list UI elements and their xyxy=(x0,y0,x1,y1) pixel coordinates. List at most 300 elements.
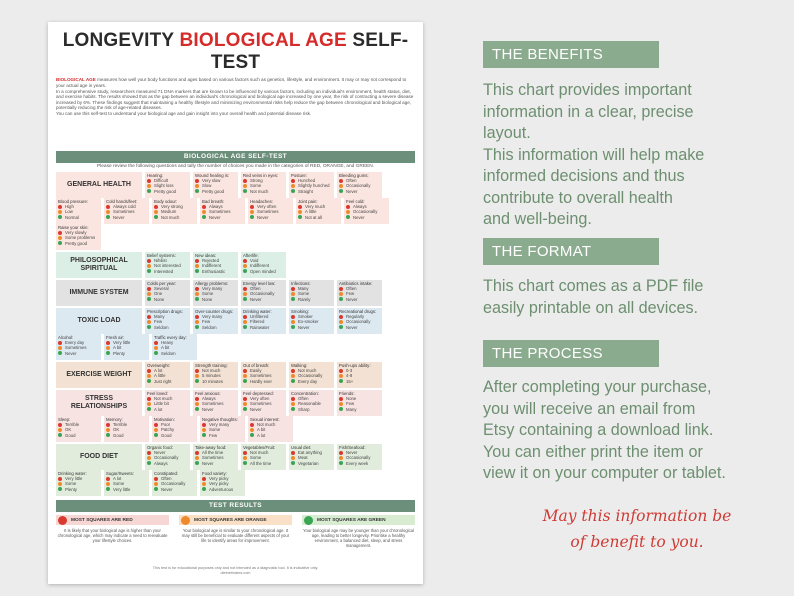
answer-label: Very many xyxy=(202,286,223,292)
answer-label: Some xyxy=(209,427,221,433)
question-label: Constipated: xyxy=(154,471,179,476)
answer-label: Occasionally xyxy=(161,481,186,487)
answer-label: A little xyxy=(154,373,166,379)
closing-line: May this information be xyxy=(542,507,732,525)
answer-label: Always xyxy=(202,396,216,402)
answer-label: Some xyxy=(113,481,125,487)
question-cell xyxy=(200,198,245,224)
answer-label: Smoker xyxy=(298,314,313,320)
green-dot-icon xyxy=(291,297,295,301)
answer-option xyxy=(106,351,148,356)
answer-label: Never xyxy=(257,214,269,220)
orange-dot-icon xyxy=(195,320,199,324)
answer-option xyxy=(291,325,333,330)
instructions: Please review the following questions and tally the number of choices you made in the categories of RED, ORANGE, and GREEN. xyxy=(96,164,375,169)
question-cell xyxy=(241,362,286,388)
question-label: Prescription drugs: xyxy=(147,309,183,314)
answer-option xyxy=(154,487,196,492)
question-label: Motivation: xyxy=(154,417,175,422)
benefits-line: This chart provides important xyxy=(483,81,692,99)
question-cell xyxy=(241,252,286,278)
answer-option xyxy=(243,297,285,302)
red-dot-icon xyxy=(195,179,199,183)
answer-label: Always cold xyxy=(113,204,136,210)
section-title: IMMUNE SYSTEM xyxy=(56,280,142,306)
question-label: Blood pressure: xyxy=(58,199,89,204)
answer-option xyxy=(106,215,148,220)
answer-label: Medium xyxy=(161,209,177,215)
answer-option xyxy=(346,215,388,220)
answer-label: Never xyxy=(161,486,173,492)
answer-label: Very slow xyxy=(202,178,221,184)
answer-label: Pretty good xyxy=(154,188,176,194)
answer-label: Not much xyxy=(154,396,173,402)
answer-option xyxy=(195,407,237,412)
question-cell xyxy=(241,444,286,470)
answer-label: Sometimes xyxy=(250,373,272,379)
answer-label: Ex-smoker xyxy=(298,319,319,325)
question-label: Walking: xyxy=(291,363,308,368)
answer-label: Very slowly xyxy=(65,230,87,236)
question-label: Wound healing is: xyxy=(195,173,230,178)
answer-option xyxy=(250,433,292,438)
answer-label: Very picky xyxy=(209,476,229,482)
test-sheet xyxy=(48,22,423,584)
red-dot-icon xyxy=(250,205,254,209)
orange-dot-icon xyxy=(195,184,199,188)
orange-dot-icon xyxy=(147,402,151,406)
answer-label: Rainwater xyxy=(250,324,270,330)
intro-lead: BIOLOGICAL AGE xyxy=(56,77,96,82)
question-cell xyxy=(296,198,341,224)
answer-label: Good xyxy=(161,432,172,438)
answer-label: Some xyxy=(298,291,310,297)
question-label: Cold hands/feet: xyxy=(106,199,138,204)
answer-label: Indifferent xyxy=(202,263,222,269)
red-dot-icon xyxy=(147,451,151,455)
green-dot-icon xyxy=(195,269,199,273)
question-label: Strength training: xyxy=(195,363,228,368)
question-cell xyxy=(104,198,149,224)
intro-1: measures how well your body functions and ages based on various factors such as genetics, lifestyle, and environment. It may or may not correspond to your actual age in years. xyxy=(56,77,407,88)
answer-label: Some xyxy=(250,455,262,461)
answer-option xyxy=(154,433,196,438)
red-dot-icon xyxy=(154,205,158,209)
question-label: Antibiotics intake: xyxy=(339,281,373,286)
answer-label: Never xyxy=(113,214,125,220)
answer-label: Hunched xyxy=(298,178,316,184)
answer-label: Always xyxy=(154,460,168,466)
section-title: FOOD DIET xyxy=(56,444,142,470)
result-green xyxy=(302,515,415,548)
question-label: Feel anxious: xyxy=(195,391,221,396)
green-dot-icon xyxy=(339,189,343,193)
green-dot-icon xyxy=(195,189,199,193)
red-dot-icon xyxy=(58,231,62,235)
green-dot-icon xyxy=(291,325,295,329)
orange-dot-icon xyxy=(106,346,110,350)
question-cell xyxy=(193,390,238,416)
orange-dot-icon xyxy=(339,184,343,188)
question-label: Infections: xyxy=(291,281,311,286)
footer-site: dietnetinders.com xyxy=(220,571,251,575)
question-label: Out of breath: xyxy=(243,363,270,368)
red-dot-icon xyxy=(154,477,158,481)
orange-dot-icon xyxy=(291,374,295,378)
green-dot-icon xyxy=(339,461,343,465)
footer-disclaimer: This test is for educational purposes only and not intended as a diagnostic tool. It is indicative only. xyxy=(152,566,319,570)
answer-label: Not much xyxy=(161,214,180,220)
red-dot-icon xyxy=(243,315,247,319)
answer-label: Often xyxy=(250,286,261,292)
question-label: Sleep: xyxy=(58,417,71,422)
answer-label: Patchy xyxy=(161,427,175,433)
section-title: TOXIC LOAD xyxy=(56,308,142,334)
green-dot-icon xyxy=(147,325,151,329)
question-cell xyxy=(200,416,245,442)
process-line: Etsy containing a download link. xyxy=(483,421,714,439)
question-cell xyxy=(337,308,382,334)
question-cell xyxy=(289,280,334,306)
results-section xyxy=(56,500,415,548)
answer-label: Sharp xyxy=(298,406,310,412)
green-dot-icon xyxy=(298,215,302,219)
red-dot-icon xyxy=(195,315,199,319)
title-part-1: LONGEVITY xyxy=(62,30,180,51)
question-label: Energy level low: xyxy=(243,281,276,286)
answer-label: Often xyxy=(346,178,357,184)
result-orange-text: Your biological age is similar to your chronological age. It may still be beneficial to evaluate different aspects of your life to identify areas for improvement. xyxy=(181,528,290,543)
answer-label: None xyxy=(346,396,357,402)
answer-label: Plenty xyxy=(65,486,77,492)
answer-label: Occasionally xyxy=(154,455,179,461)
answer-option xyxy=(291,379,333,384)
answer-label: Seldom xyxy=(161,350,176,356)
answer-option xyxy=(291,407,333,412)
question-label: Belief systems: xyxy=(147,253,176,258)
green-dot-icon xyxy=(106,215,110,219)
answer-label: Interested xyxy=(154,268,174,274)
answer-label: Plenty xyxy=(113,350,125,356)
question-cell xyxy=(289,444,334,470)
benefits-line: contribute to overall health xyxy=(483,188,673,207)
question-cell xyxy=(145,308,190,334)
process-line: you will receive an email from xyxy=(483,399,696,418)
red-dot-icon xyxy=(195,369,199,373)
benefits-text xyxy=(483,80,783,231)
answer-option xyxy=(202,487,244,492)
answer-label: Occasionally xyxy=(346,455,371,461)
answer-label: Every day xyxy=(298,378,318,384)
green-dot-icon xyxy=(147,379,151,383)
answer-label: Occasionally xyxy=(250,291,275,297)
answer-label: Sometimes xyxy=(65,345,87,351)
question-cell xyxy=(241,172,286,198)
answer-option xyxy=(106,433,148,438)
red-dot-icon xyxy=(106,477,110,481)
answer-option xyxy=(339,189,381,194)
red-dot-icon xyxy=(195,451,199,455)
green-dot-icon xyxy=(291,461,295,465)
answer-label: A little xyxy=(305,209,317,215)
orange-dot-icon xyxy=(346,210,350,214)
green-dot-icon xyxy=(243,297,247,301)
answer-label: Straight xyxy=(298,188,313,194)
section-toxic-load xyxy=(56,308,415,360)
answer-option xyxy=(195,325,237,330)
green-dot-icon xyxy=(339,407,343,411)
answer-label: Very often xyxy=(257,204,277,210)
section-philosophical-spiritual xyxy=(56,252,415,278)
green-dot-icon xyxy=(106,351,110,355)
question-cell xyxy=(248,198,293,224)
answer-option xyxy=(147,461,189,466)
question-label: Negative thoughts: xyxy=(202,417,238,422)
section-exercise-weight xyxy=(56,362,415,388)
answer-label: A bit xyxy=(161,345,170,351)
answer-label: Not at all xyxy=(305,214,322,220)
answer-label: Regularly xyxy=(346,314,365,320)
green-dot-icon xyxy=(243,189,247,193)
answer-label: 10 minutes xyxy=(202,378,224,384)
answer-option xyxy=(243,461,285,466)
orange-dot-icon xyxy=(195,292,199,296)
answer-label: Always xyxy=(353,204,367,210)
question-cell xyxy=(344,198,389,224)
question-label: Drinking water: xyxy=(243,309,272,314)
question-cell xyxy=(200,470,245,496)
answer-option xyxy=(147,325,189,330)
green-dot-icon xyxy=(154,487,158,491)
orange-dot-icon xyxy=(243,264,247,268)
orange-dot-icon xyxy=(154,346,158,350)
answer-label: Just right xyxy=(154,378,172,384)
green-dot-icon xyxy=(243,379,247,383)
green-dot-icon xyxy=(339,297,343,301)
answer-label: Good xyxy=(113,432,124,438)
answer-label: Meat xyxy=(298,455,308,461)
answer-label: Eat anything xyxy=(298,450,322,456)
intro-text xyxy=(56,77,415,149)
question-label: New ideas: xyxy=(195,253,217,258)
orange-dot-icon xyxy=(195,402,199,406)
answer-label: Some xyxy=(65,481,77,487)
question-cell xyxy=(145,252,190,278)
answer-label: Few xyxy=(346,291,355,297)
orange-dot-icon xyxy=(291,292,295,296)
question-cell xyxy=(289,390,334,416)
question-label: Allergy problems: xyxy=(195,281,229,286)
process-line: view it on your computer or tablet. xyxy=(483,464,726,482)
red-dot-icon xyxy=(291,397,295,401)
answer-label: Many xyxy=(298,286,309,292)
orange-dot-icon xyxy=(106,210,110,214)
question-cell xyxy=(337,444,382,470)
answer-option xyxy=(58,487,100,492)
orange-dot-icon xyxy=(291,456,295,460)
green-dot-icon xyxy=(202,487,206,491)
question-sections xyxy=(56,172,415,496)
question-label: Afterlife: xyxy=(243,253,259,258)
answer-label: Very strong xyxy=(161,204,183,210)
red-dot-icon xyxy=(147,259,151,263)
closing-message xyxy=(487,503,787,555)
green-dot-icon xyxy=(147,407,151,411)
green-dot-icon xyxy=(339,379,343,383)
green-dot-icon xyxy=(243,407,247,411)
question-cell xyxy=(289,362,334,388)
red-circle-icon xyxy=(58,516,67,525)
answer-option xyxy=(147,297,189,302)
answer-label: Never xyxy=(65,350,77,356)
answer-label: Rejected xyxy=(202,258,219,264)
orange-dot-icon xyxy=(339,374,343,378)
answer-label: Filtered xyxy=(250,319,265,325)
question-label: Traffic every day: xyxy=(154,335,187,340)
answer-label: Slight loss xyxy=(154,183,174,189)
orange-dot-icon xyxy=(154,210,158,214)
green-dot-icon xyxy=(154,351,158,355)
orange-dot-icon xyxy=(339,456,343,460)
answer-label: Every week xyxy=(346,460,369,466)
answer-label: Many xyxy=(346,406,357,412)
answer-option xyxy=(339,379,381,384)
format-label: THE FORMAT xyxy=(483,238,659,265)
benefits-line: This information will help make xyxy=(483,145,705,164)
answer-label: Good xyxy=(65,432,76,438)
section-title: GENERAL HEALTH xyxy=(56,172,142,198)
intro-3: You can use this self-test to understand your biological age and gain insight into your overall health and potential disease risk. xyxy=(56,111,312,116)
answer-label: Few xyxy=(209,432,218,438)
answer-label: Some problems xyxy=(65,235,96,241)
green-dot-icon xyxy=(58,215,62,219)
red-dot-icon xyxy=(243,369,247,373)
answer-label: OK xyxy=(65,427,72,433)
question-cell xyxy=(337,280,382,306)
answer-label: Every day xyxy=(65,340,85,346)
question-cell xyxy=(145,280,190,306)
red-dot-icon xyxy=(202,205,206,209)
answer-option xyxy=(339,461,381,466)
orange-dot-icon xyxy=(195,264,199,268)
answer-option xyxy=(147,269,189,274)
answer-label: Very many xyxy=(209,422,230,428)
red-dot-icon xyxy=(202,423,206,427)
green-dot-icon xyxy=(147,269,151,273)
answer-option xyxy=(195,269,237,274)
answer-label: A bit xyxy=(257,427,266,433)
answer-label: Never xyxy=(353,214,365,220)
answer-option xyxy=(243,269,285,274)
question-label: Bleeding gums: xyxy=(339,173,369,178)
green-dot-icon xyxy=(243,269,247,273)
orange-dot-icon xyxy=(339,320,343,324)
answer-label: A lot xyxy=(257,432,266,438)
question-cell xyxy=(152,470,197,496)
red-dot-icon xyxy=(58,477,62,481)
red-dot-icon xyxy=(291,287,295,291)
orange-dot-icon xyxy=(250,210,254,214)
process-line: After completing your purchase, xyxy=(483,378,712,396)
answer-label: Seldom xyxy=(154,324,169,330)
answer-label: Not much xyxy=(250,188,269,194)
red-dot-icon xyxy=(243,179,247,183)
green-dot-icon xyxy=(106,433,110,437)
answer-label: Never xyxy=(209,214,221,220)
green-dot-icon xyxy=(291,407,295,411)
question-label: Body odour: xyxy=(154,199,178,204)
green-dot-icon xyxy=(147,461,151,465)
answer-label: Sometimes xyxy=(113,209,135,215)
question-cell xyxy=(289,172,334,198)
answer-label: A bit xyxy=(113,345,122,351)
orange-dot-icon xyxy=(202,482,206,486)
question-label: Alcohol: xyxy=(58,335,74,340)
answer-label: Sometimes xyxy=(250,401,272,407)
answer-label: All the time xyxy=(202,450,224,456)
question-label: Push-ups ability: xyxy=(339,363,371,368)
question-cell xyxy=(193,444,238,470)
question-label: Feel depressed: xyxy=(243,391,274,396)
self-test-banner: BIOLOGICAL AGE SELF-TEST xyxy=(56,151,415,163)
red-dot-icon xyxy=(243,287,247,291)
green-dot-icon xyxy=(195,407,199,411)
question-cell xyxy=(56,334,101,360)
orange-dot-icon xyxy=(243,320,247,324)
question-cell xyxy=(152,198,197,224)
answer-label: 15+ xyxy=(346,378,354,384)
answer-label: Many xyxy=(154,314,165,320)
answer-label: Not much xyxy=(250,450,269,456)
answer-label: Very picky xyxy=(209,481,229,487)
green-dot-icon xyxy=(147,189,151,193)
question-cell xyxy=(193,252,238,278)
green-dot-icon xyxy=(243,461,247,465)
green-dot-icon xyxy=(202,433,206,437)
orange-dot-icon xyxy=(250,428,254,432)
benefits-label: THE BENEFITS xyxy=(483,41,659,68)
answer-label: Heavy xyxy=(161,340,174,346)
question-label: Headaches: xyxy=(250,199,273,204)
answer-option xyxy=(202,433,244,438)
orange-dot-icon xyxy=(58,428,62,432)
doc-footer xyxy=(56,566,415,576)
result-green-text: Your biological age may be younger than your chronological age, leading to better longevity. Prioritise a healthy environment, a balanced diet, sleep, and stress management. xyxy=(303,528,414,548)
question-cell xyxy=(152,416,197,442)
green-dot-icon xyxy=(195,325,199,329)
answer-label: Not much xyxy=(298,368,317,374)
question-cell xyxy=(289,308,334,334)
answer-label: Often xyxy=(298,396,309,402)
answer-label: Often xyxy=(346,286,357,292)
section-immune-system xyxy=(56,280,415,306)
orange-dot-icon xyxy=(243,292,247,296)
answer-label: Terrible xyxy=(65,422,80,428)
orange-dot-icon xyxy=(291,184,295,188)
answer-label: One xyxy=(154,291,163,297)
answer-label: Little bit xyxy=(154,401,169,407)
question-label: Usual diet: xyxy=(291,445,312,450)
red-dot-icon xyxy=(147,287,151,291)
question-cell xyxy=(241,280,286,306)
orange-dot-icon xyxy=(243,456,247,460)
answer-label: Never xyxy=(346,324,358,330)
orange-dot-icon xyxy=(339,292,343,296)
red-dot-icon xyxy=(339,315,343,319)
question-cell xyxy=(56,224,101,250)
red-dot-icon xyxy=(243,259,247,263)
question-label: Fish/Seafood: xyxy=(339,445,366,450)
